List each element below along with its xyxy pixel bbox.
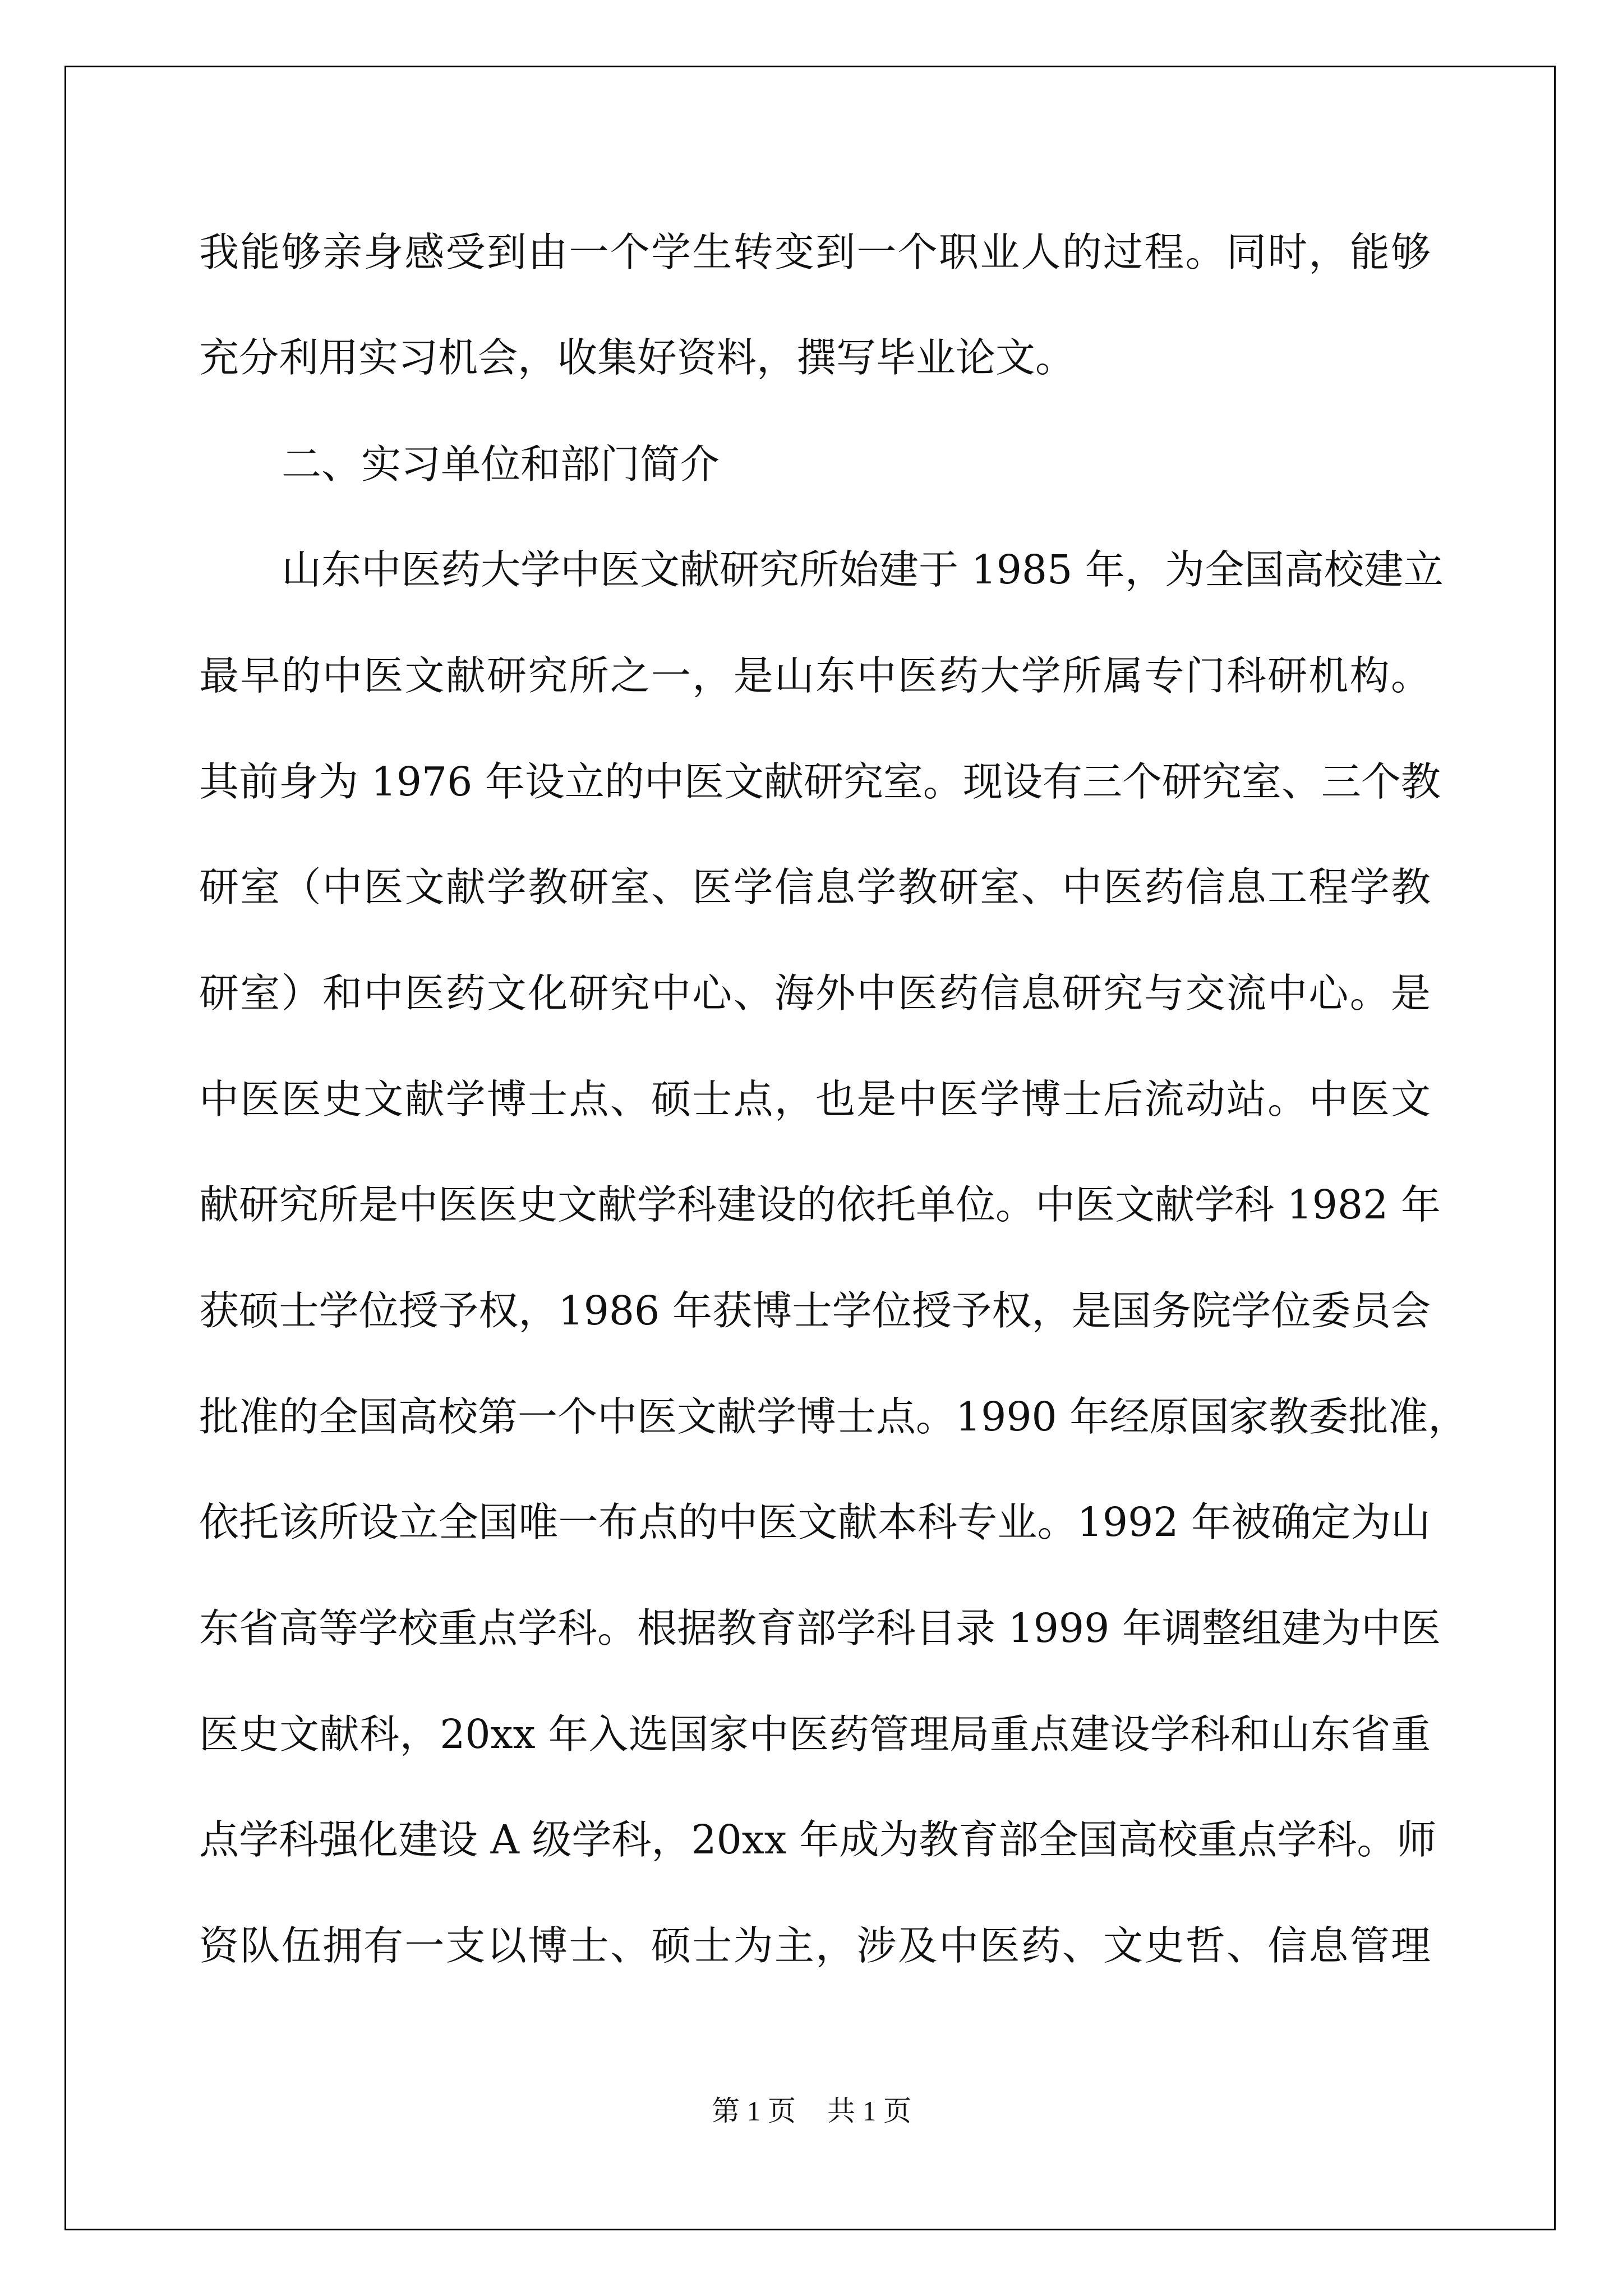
paragraph-line: 批准的全国高校第一个中医文献学博士点。1990 年经原国家教委批准， xyxy=(199,1393,1468,1440)
paragraph-line: 山东中医药大学中医文献研究所始建于 1985 年，为全国高校建立 xyxy=(282,546,1444,593)
paragraph-line: 东省高等学校重点学科。根据教育部学科目录 1999 年调整组建为中医 xyxy=(199,1605,1441,1651)
paragraph-line: 资队伍拥有一支以博士、硕士为主，涉及中医药、文史哲、信息管理 xyxy=(199,1922,1431,1969)
section-heading: 二、实习单位和部门简介 xyxy=(282,441,720,487)
paragraph-line: 研室）和中医药文化研究中心、海外中医药信息研究与交流中心。是 xyxy=(199,970,1431,1016)
paragraph-line: 我能够亲身感受到由一个学生转变到一个职业人的过程。同时，能够 xyxy=(199,229,1431,275)
paragraph-line: 献研究所是中医医史文献学科建设的依托单位。中医文献学科 1982 年 xyxy=(199,1181,1441,1228)
paragraph-line: 依托该所设立全国唯一布点的中医文献本科专业。1992 年被确定为山 xyxy=(199,1499,1431,1545)
paragraph-line: 中医医史文献学博士点、硕士点，也是中医学博士后流动站。中医文 xyxy=(199,1076,1431,1122)
page-total: 共 1 页 xyxy=(827,2095,911,2127)
paragraph-line: 充分利用实习机会，收集好资料，撰写毕业论文。 xyxy=(199,334,1076,381)
paragraph-line: 获硕士学位授予权，1986 年获博士学位授予权，是国务院学位委员会 xyxy=(199,1287,1431,1334)
paragraph-line: 医史文献科，20xx 年入选国家中医药管理局重点建设学科和山东省重 xyxy=(199,1711,1431,1757)
paragraph-line: 研室（中医文献学教研室、医学信息学教研室、中医药信息工程学教 xyxy=(199,864,1431,910)
page-footer xyxy=(0,2091,1623,2131)
page-number: 第 1 页 xyxy=(712,2095,796,2127)
paragraph-line: 最早的中医文献研究所之一，是山东中医药大学所属专门科研机构。 xyxy=(199,652,1431,699)
paragraph-line: 点学科强化建设 A 级学科，20xx 年成为教育部全国高校重点学科。师 xyxy=(199,1816,1437,1863)
paragraph-line: 其前身为 1976 年设立的中医文献研究室。现设有三个研究室、三个教 xyxy=(199,758,1441,805)
page-border xyxy=(64,66,1556,2230)
